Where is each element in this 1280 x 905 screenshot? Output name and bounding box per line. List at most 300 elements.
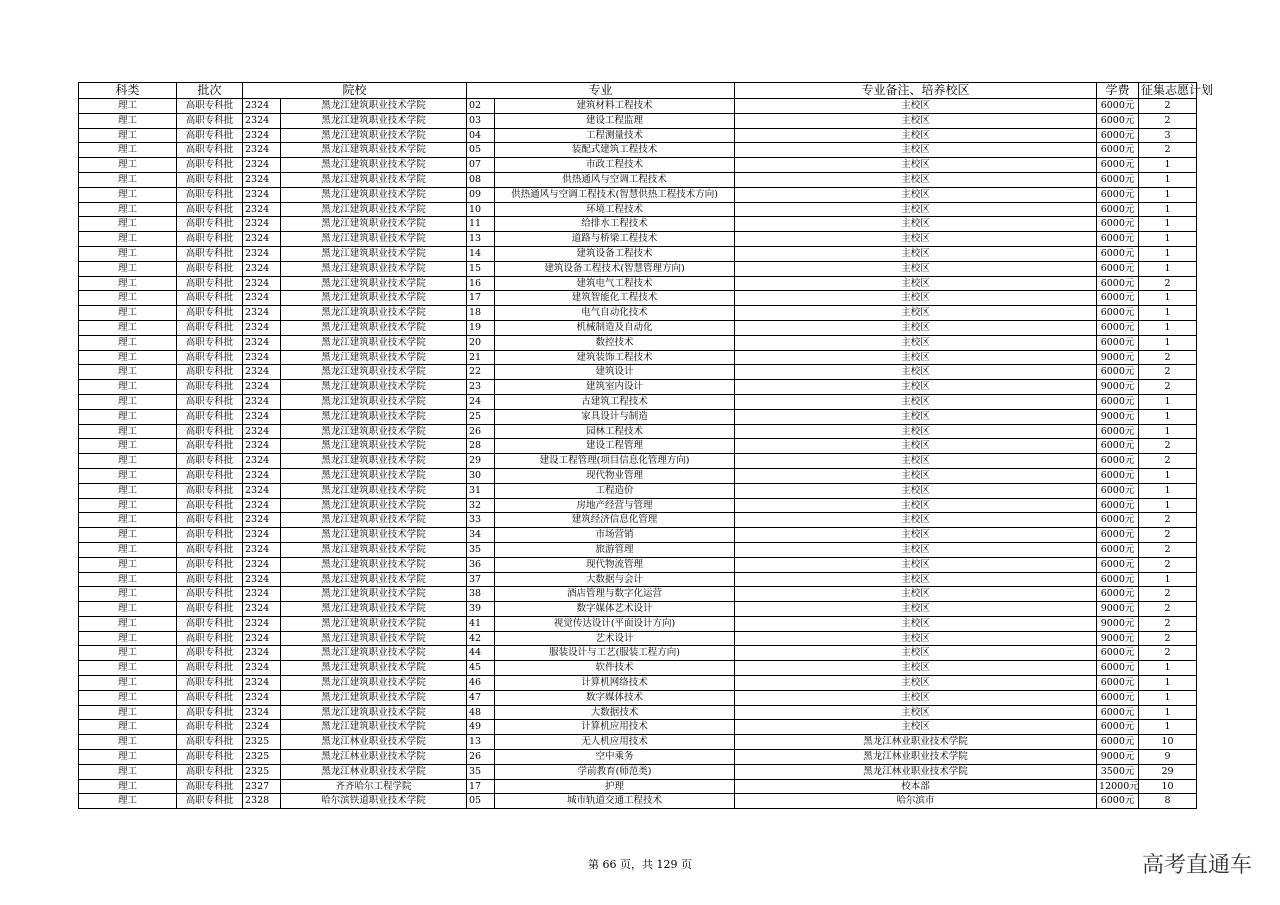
- cell-school-name: 黑龙江建筑职业技术学院: [281, 513, 467, 528]
- cell-remarks: 主校区: [735, 498, 1097, 513]
- cell-school-code: 2324: [243, 424, 281, 439]
- header-category: 科类: [79, 83, 177, 99]
- cell-major-code: 45: [467, 661, 495, 676]
- table-row: [79, 468, 1197, 483]
- table-row: [79, 557, 1197, 572]
- cell-school-name: 黑龙江建筑职业技术学院: [281, 394, 467, 409]
- cell-major-name: 艺术设计: [495, 631, 735, 646]
- cell-school-name: 黑龙江建筑职业技术学院: [281, 99, 467, 114]
- cell-school-name: 黑龙江建筑职业技术学院: [281, 483, 467, 498]
- cell-remarks: 主校区: [735, 335, 1097, 350]
- header-remarks: 专业备注、培养校区: [735, 83, 1097, 99]
- cell-plan: 1: [1139, 158, 1197, 173]
- cell-major-name: 建筑经济信息化管理: [495, 513, 735, 528]
- cell-tuition: 6000元: [1097, 572, 1139, 587]
- table-row: [79, 409, 1197, 424]
- cell-school-code: 2325: [243, 750, 281, 765]
- cell-school-code: 2324: [243, 320, 281, 335]
- cell-school-code: 2327: [243, 779, 281, 794]
- cell-major-code: 32: [467, 498, 495, 513]
- table-row: [79, 498, 1197, 513]
- cell-tuition: 6000元: [1097, 661, 1139, 676]
- cell-major-code: 08: [467, 172, 495, 187]
- cell-category: 理工: [79, 424, 177, 439]
- cell-batch: 高职专科批: [177, 99, 243, 114]
- cell-school-code: 2324: [243, 483, 281, 498]
- cell-category: 理工: [79, 528, 177, 543]
- cell-school-name: 黑龙江建筑职业技术学院: [281, 498, 467, 513]
- cell-school-name: 齐齐哈尔工程学院: [281, 779, 467, 794]
- cell-tuition: 6000元: [1097, 439, 1139, 454]
- cell-batch: 高职专科批: [177, 720, 243, 735]
- cell-batch: 高职专科批: [177, 246, 243, 261]
- cell-plan: 1: [1139, 261, 1197, 276]
- cell-tuition: 6000元: [1097, 232, 1139, 247]
- cell-school-name: 黑龙江建筑职业技术学院: [281, 380, 467, 395]
- table-row: [79, 646, 1197, 661]
- cell-category: 理工: [79, 661, 177, 676]
- cell-category: 理工: [79, 128, 177, 143]
- cell-school-code: 2324: [243, 720, 281, 735]
- cell-remarks: 主校区: [735, 542, 1097, 557]
- cell-school-name: 黑龙江建筑职业技术学院: [281, 602, 467, 617]
- header-batch: 批次: [177, 83, 243, 99]
- table-row: [79, 380, 1197, 395]
- cell-remarks: 主校区: [735, 720, 1097, 735]
- cell-major-code: 26: [467, 750, 495, 765]
- cell-major-code: 15: [467, 261, 495, 276]
- cell-major-code: 20: [467, 335, 495, 350]
- cell-category: 理工: [79, 394, 177, 409]
- cell-tuition: 6000元: [1097, 113, 1139, 128]
- cell-major-name: 大数据技术: [495, 705, 735, 720]
- cell-batch: 高职专科批: [177, 616, 243, 631]
- cell-batch: 高职专科批: [177, 764, 243, 779]
- table-row: [79, 172, 1197, 187]
- cell-category: 理工: [79, 217, 177, 232]
- cell-major-code: 04: [467, 128, 495, 143]
- cell-batch: 高职专科批: [177, 158, 243, 173]
- cell-school-code: 2324: [243, 261, 281, 276]
- cell-tuition: 6000元: [1097, 587, 1139, 602]
- table-row: [79, 631, 1197, 646]
- cell-batch: 高职专科批: [177, 306, 243, 321]
- cell-remarks: 主校区: [735, 690, 1097, 705]
- cell-plan: 1: [1139, 424, 1197, 439]
- table-row: [79, 735, 1197, 750]
- cell-plan: 1: [1139, 232, 1197, 247]
- cell-plan: 10: [1139, 735, 1197, 750]
- cell-remarks: 主校区: [735, 113, 1097, 128]
- cell-tuition: 6000元: [1097, 690, 1139, 705]
- cell-tuition: 6000元: [1097, 187, 1139, 202]
- cell-school-name: 黑龙江建筑职业技术学院: [281, 690, 467, 705]
- table-row: [79, 750, 1197, 765]
- cell-school-name: 黑龙江建筑职业技术学院: [281, 676, 467, 691]
- cell-category: 理工: [79, 320, 177, 335]
- cell-category: 理工: [79, 602, 177, 617]
- cell-major-code: 10: [467, 202, 495, 217]
- cell-category: 理工: [79, 764, 177, 779]
- cell-school-name: 黑龙江建筑职业技术学院: [281, 158, 467, 173]
- admission-plan-table: [78, 82, 1214, 809]
- cell-remarks: 主校区: [735, 380, 1097, 395]
- cell-major-name: 供热通风与空调工程技术: [495, 172, 735, 187]
- cell-major-name: 市政工程技术: [495, 158, 735, 173]
- cell-school-name: 黑龙江建筑职业技术学院: [281, 335, 467, 350]
- cell-tuition: 9000元: [1097, 602, 1139, 617]
- cell-tuition: 6000元: [1097, 557, 1139, 572]
- table-row: [79, 764, 1197, 779]
- cell-category: 理工: [79, 676, 177, 691]
- cell-category: 理工: [79, 380, 177, 395]
- cell-batch: 高职专科批: [177, 542, 243, 557]
- table-row: [79, 587, 1197, 602]
- table-row: [79, 779, 1197, 794]
- table-row: [79, 350, 1197, 365]
- cell-remarks: 校本部: [735, 779, 1097, 794]
- cell-school-code: 2324: [243, 690, 281, 705]
- cell-tuition: 6000元: [1097, 735, 1139, 750]
- cell-category: 理工: [79, 616, 177, 631]
- cell-major-code: 05: [467, 143, 495, 158]
- cell-major-name: 供热通风与空调工程技术(智慧供热工程技术方向): [495, 187, 735, 202]
- cell-category: 理工: [79, 690, 177, 705]
- cell-category: 理工: [79, 99, 177, 114]
- table-row: [79, 158, 1197, 173]
- cell-school-code: 2324: [243, 380, 281, 395]
- cell-school-code: 2324: [243, 528, 281, 543]
- cell-school-name: 黑龙江建筑职业技术学院: [281, 454, 467, 469]
- cell-batch: 高职专科批: [177, 513, 243, 528]
- cell-tuition: 6000元: [1097, 483, 1139, 498]
- cell-remarks: 主校区: [735, 483, 1097, 498]
- cell-batch: 高职专科批: [177, 587, 243, 602]
- cell-batch: 高职专科批: [177, 350, 243, 365]
- cell-school-code: 2324: [243, 306, 281, 321]
- cell-school-name: 黑龙江林业职业技术学院: [281, 735, 467, 750]
- page-footer: 第 66 页，共 129 页: [588, 858, 692, 871]
- cell-batch: 高职专科批: [177, 498, 243, 513]
- cell-school-name: 黑龙江建筑职业技术学院: [281, 261, 467, 276]
- cell-plan: 29: [1139, 764, 1197, 779]
- table-row: [79, 246, 1197, 261]
- cell-school-code: 2324: [243, 158, 281, 173]
- table-row: [79, 454, 1197, 469]
- cell-tuition: 6000元: [1097, 424, 1139, 439]
- cell-remarks: 主校区: [735, 528, 1097, 543]
- cell-batch: 高职专科批: [177, 690, 243, 705]
- cell-major-name: 计算机应用技术: [495, 720, 735, 735]
- cell-plan: 2: [1139, 143, 1197, 158]
- cell-major-name: 酒店管理与数字化运营: [495, 587, 735, 602]
- cell-remarks: 主校区: [735, 261, 1097, 276]
- cell-major-name: 工程测量技术: [495, 128, 735, 143]
- cell-school-name: 黑龙江建筑职业技术学院: [281, 365, 467, 380]
- cell-major-code: 17: [467, 291, 495, 306]
- cell-school-name: 黑龙江建筑职业技术学院: [281, 720, 467, 735]
- cell-tuition: 9000元: [1097, 350, 1139, 365]
- cell-major-name: 家具设计与制造: [495, 409, 735, 424]
- cell-category: 理工: [79, 306, 177, 321]
- cell-remarks: 主校区: [735, 557, 1097, 572]
- cell-batch: 高职专科批: [177, 320, 243, 335]
- table-row: [79, 291, 1197, 306]
- cell-major-name: 计算机网络技术: [495, 676, 735, 691]
- cell-school-code: 2324: [243, 646, 281, 661]
- cell-major-name: 无人机应用技术: [495, 735, 735, 750]
- cell-major-name: 建筑电气工程技术: [495, 276, 735, 291]
- cell-batch: 高职专科批: [177, 291, 243, 306]
- cell-school-code: 2324: [243, 631, 281, 646]
- cell-school-name: 黑龙江建筑职业技术学院: [281, 232, 467, 247]
- cell-tuition: 6000元: [1097, 498, 1139, 513]
- cell-school-code: 2324: [243, 542, 281, 557]
- cell-category: 理工: [79, 232, 177, 247]
- cell-category: 理工: [79, 350, 177, 365]
- cell-remarks: 主校区: [735, 246, 1097, 261]
- cell-school-name: 黑龙江建筑职业技术学院: [281, 291, 467, 306]
- cell-batch: 高职专科批: [177, 276, 243, 291]
- cell-remarks: 主校区: [735, 572, 1097, 587]
- cell-plan: 10: [1139, 779, 1197, 794]
- cell-category: 理工: [79, 513, 177, 528]
- table-row: [79, 99, 1197, 114]
- cell-batch: 高职专科批: [177, 143, 243, 158]
- cell-batch: 高职专科批: [177, 113, 243, 128]
- cell-major-name: 古建筑工程技术: [495, 394, 735, 409]
- cell-school-name: 黑龙江建筑职业技术学院: [281, 705, 467, 720]
- cell-school-code: 2324: [243, 365, 281, 380]
- cell-school-name: 黑龙江建筑职业技术学院: [281, 350, 467, 365]
- cell-plan: 1: [1139, 202, 1197, 217]
- cell-remarks: 主校区: [735, 143, 1097, 158]
- cell-remarks: 主校区: [735, 276, 1097, 291]
- cell-plan: 2: [1139, 365, 1197, 380]
- cell-batch: 高职专科批: [177, 335, 243, 350]
- cell-plan: 1: [1139, 291, 1197, 306]
- table-row: [79, 513, 1197, 528]
- cell-remarks: 主校区: [735, 454, 1097, 469]
- cell-category: 理工: [79, 498, 177, 513]
- cell-batch: 高职专科批: [177, 454, 243, 469]
- cell-plan: 2: [1139, 380, 1197, 395]
- cell-major-name: 数字媒体技术: [495, 690, 735, 705]
- cell-major-code: 49: [467, 720, 495, 735]
- cell-tuition: 6000元: [1097, 454, 1139, 469]
- cell-category: 理工: [79, 276, 177, 291]
- cell-category: 理工: [79, 158, 177, 173]
- table-row: [79, 217, 1197, 232]
- cell-major-code: 30: [467, 468, 495, 483]
- cell-tuition: 6000元: [1097, 217, 1139, 232]
- cell-tuition: 3500元: [1097, 764, 1139, 779]
- cell-major-code: 37: [467, 572, 495, 587]
- cell-major-name: 旅游管理: [495, 542, 735, 557]
- cell-remarks: 主校区: [735, 394, 1097, 409]
- cell-major-code: 46: [467, 676, 495, 691]
- cell-plan: 1: [1139, 187, 1197, 202]
- cell-major-name: 市场营销: [495, 528, 735, 543]
- table-row: [79, 335, 1197, 350]
- cell-batch: 高职专科批: [177, 631, 243, 646]
- cell-tuition: 9000元: [1097, 750, 1139, 765]
- cell-batch: 高职专科批: [177, 483, 243, 498]
- cell-school-code: 2324: [243, 572, 281, 587]
- cell-batch: 高职专科批: [177, 409, 243, 424]
- table-row: [79, 439, 1197, 454]
- table-row: [79, 661, 1197, 676]
- cell-remarks: 主校区: [735, 409, 1097, 424]
- cell-plan: 1: [1139, 217, 1197, 232]
- cell-major-code: 35: [467, 542, 495, 557]
- cell-batch: 高职专科批: [177, 187, 243, 202]
- cell-school-code: 2324: [243, 276, 281, 291]
- cell-major-code: 26: [467, 424, 495, 439]
- cell-plan: 2: [1139, 631, 1197, 646]
- table-row: [79, 143, 1197, 158]
- cell-plan: 1: [1139, 172, 1197, 187]
- cell-school-code: 2324: [243, 513, 281, 528]
- cell-major-name: 服装设计与工艺(服装工程方向): [495, 646, 735, 661]
- cell-school-code: 2324: [243, 661, 281, 676]
- cell-tuition: 6000元: [1097, 99, 1139, 114]
- cell-major-code: 14: [467, 246, 495, 261]
- cell-remarks: 主校区: [735, 468, 1097, 483]
- cell-batch: 高职专科批: [177, 394, 243, 409]
- cell-category: 理工: [79, 202, 177, 217]
- table-row: [79, 572, 1197, 587]
- cell-batch: 高职专科批: [177, 217, 243, 232]
- cell-major-name: 现代物流管理: [495, 557, 735, 572]
- cell-tuition: 6000元: [1097, 276, 1139, 291]
- cell-school-name: 黑龙江林业职业技术学院: [281, 764, 467, 779]
- cell-major-name: 环境工程技术: [495, 202, 735, 217]
- cell-plan: 2: [1139, 439, 1197, 454]
- cell-category: 理工: [79, 779, 177, 794]
- cell-school-code: 2324: [243, 113, 281, 128]
- table-row: [79, 616, 1197, 631]
- cell-school-code: 2324: [243, 143, 281, 158]
- cell-batch: 高职专科批: [177, 261, 243, 276]
- header-major: 专业: [467, 83, 735, 99]
- cell-remarks: 哈尔滨市: [735, 794, 1097, 809]
- cell-plan: 2: [1139, 513, 1197, 528]
- cell-plan: 1: [1139, 572, 1197, 587]
- table-row: [79, 676, 1197, 691]
- cell-major-code: 07: [467, 158, 495, 173]
- cell-category: 理工: [79, 631, 177, 646]
- table-row: [79, 202, 1197, 217]
- cell-category: 理工: [79, 365, 177, 380]
- cell-plan: 1: [1139, 394, 1197, 409]
- cell-school-name: 黑龙江建筑职业技术学院: [281, 187, 467, 202]
- cell-plan: 2: [1139, 542, 1197, 557]
- cell-plan: 2: [1139, 99, 1197, 114]
- cell-batch: 高职专科批: [177, 232, 243, 247]
- cell-major-code: 25: [467, 409, 495, 424]
- table-row: [79, 424, 1197, 439]
- cell-remarks: 主校区: [735, 631, 1097, 646]
- table-row: [79, 128, 1197, 143]
- cell-remarks: 主校区: [735, 306, 1097, 321]
- cell-tuition: 6000元: [1097, 291, 1139, 306]
- cell-school-name: 黑龙江建筑职业技术学院: [281, 557, 467, 572]
- cell-major-name: 电气自动化技术: [495, 306, 735, 321]
- cell-school-name: 黑龙江建筑职业技术学院: [281, 528, 467, 543]
- cell-major-name: 建筑材料工程技术: [495, 99, 735, 114]
- cell-major-code: 05: [467, 794, 495, 809]
- cell-major-code: 24: [467, 394, 495, 409]
- cell-category: 理工: [79, 113, 177, 128]
- cell-batch: 高职专科批: [177, 646, 243, 661]
- cell-remarks: 黑龙江林业职业技术学院: [735, 735, 1097, 750]
- cell-major-name: 建筑智能化工程技术: [495, 291, 735, 306]
- cell-remarks: 主校区: [735, 365, 1097, 380]
- cell-major-name: 工程造价: [495, 483, 735, 498]
- cell-plan: 1: [1139, 498, 1197, 513]
- cell-tuition: 6000元: [1097, 172, 1139, 187]
- cell-category: 理工: [79, 335, 177, 350]
- cell-major-name: 软件技术: [495, 661, 735, 676]
- cell-major-code: 11: [467, 217, 495, 232]
- cell-major-code: 16: [467, 276, 495, 291]
- table-row: [79, 690, 1197, 705]
- cell-category: 理工: [79, 439, 177, 454]
- cell-batch: 高职专科批: [177, 705, 243, 720]
- cell-tuition: 6000元: [1097, 128, 1139, 143]
- table-row: [79, 794, 1197, 809]
- cell-batch: 高职专科批: [177, 572, 243, 587]
- cell-category: 理工: [79, 720, 177, 735]
- cell-major-code: 36: [467, 557, 495, 572]
- cell-school-code: 2324: [243, 394, 281, 409]
- cell-tuition: 6000元: [1097, 365, 1139, 380]
- cell-major-code: 13: [467, 735, 495, 750]
- cell-tuition: 6000元: [1097, 158, 1139, 173]
- cell-remarks: 主校区: [735, 646, 1097, 661]
- cell-category: 理工: [79, 246, 177, 261]
- cell-tuition: 6000元: [1097, 794, 1139, 809]
- cell-major-code: 41: [467, 616, 495, 631]
- cell-tuition: 6000元: [1097, 720, 1139, 735]
- cell-school-name: 黑龙江建筑职业技术学院: [281, 276, 467, 291]
- cell-plan: 2: [1139, 276, 1197, 291]
- cell-remarks: 主校区: [735, 616, 1097, 631]
- table-row: [79, 187, 1197, 202]
- cell-plan: 1: [1139, 306, 1197, 321]
- table-row: [79, 261, 1197, 276]
- cell-plan: 1: [1139, 720, 1197, 735]
- cell-batch: 高职专科批: [177, 602, 243, 617]
- cell-major-code: 34: [467, 528, 495, 543]
- cell-major-name: 房地产经营与管理: [495, 498, 735, 513]
- cell-major-code: 48: [467, 705, 495, 720]
- cell-school-name: 黑龙江建筑职业技术学院: [281, 542, 467, 557]
- cell-remarks: 黑龙江林业职业技术学院: [735, 750, 1097, 765]
- cell-batch: 高职专科批: [177, 528, 243, 543]
- cell-plan: 2: [1139, 557, 1197, 572]
- cell-school-name: 黑龙江建筑职业技术学院: [281, 572, 467, 587]
- table-header-row: [79, 83, 1197, 99]
- cell-tuition: 6000元: [1097, 143, 1139, 158]
- cell-category: 理工: [79, 542, 177, 557]
- cell-batch: 高职专科批: [177, 424, 243, 439]
- cell-batch: 高职专科批: [177, 557, 243, 572]
- cell-remarks: 主校区: [735, 587, 1097, 602]
- cell-school-name: 黑龙江建筑职业技术学院: [281, 587, 467, 602]
- cell-school-code: 2324: [243, 172, 281, 187]
